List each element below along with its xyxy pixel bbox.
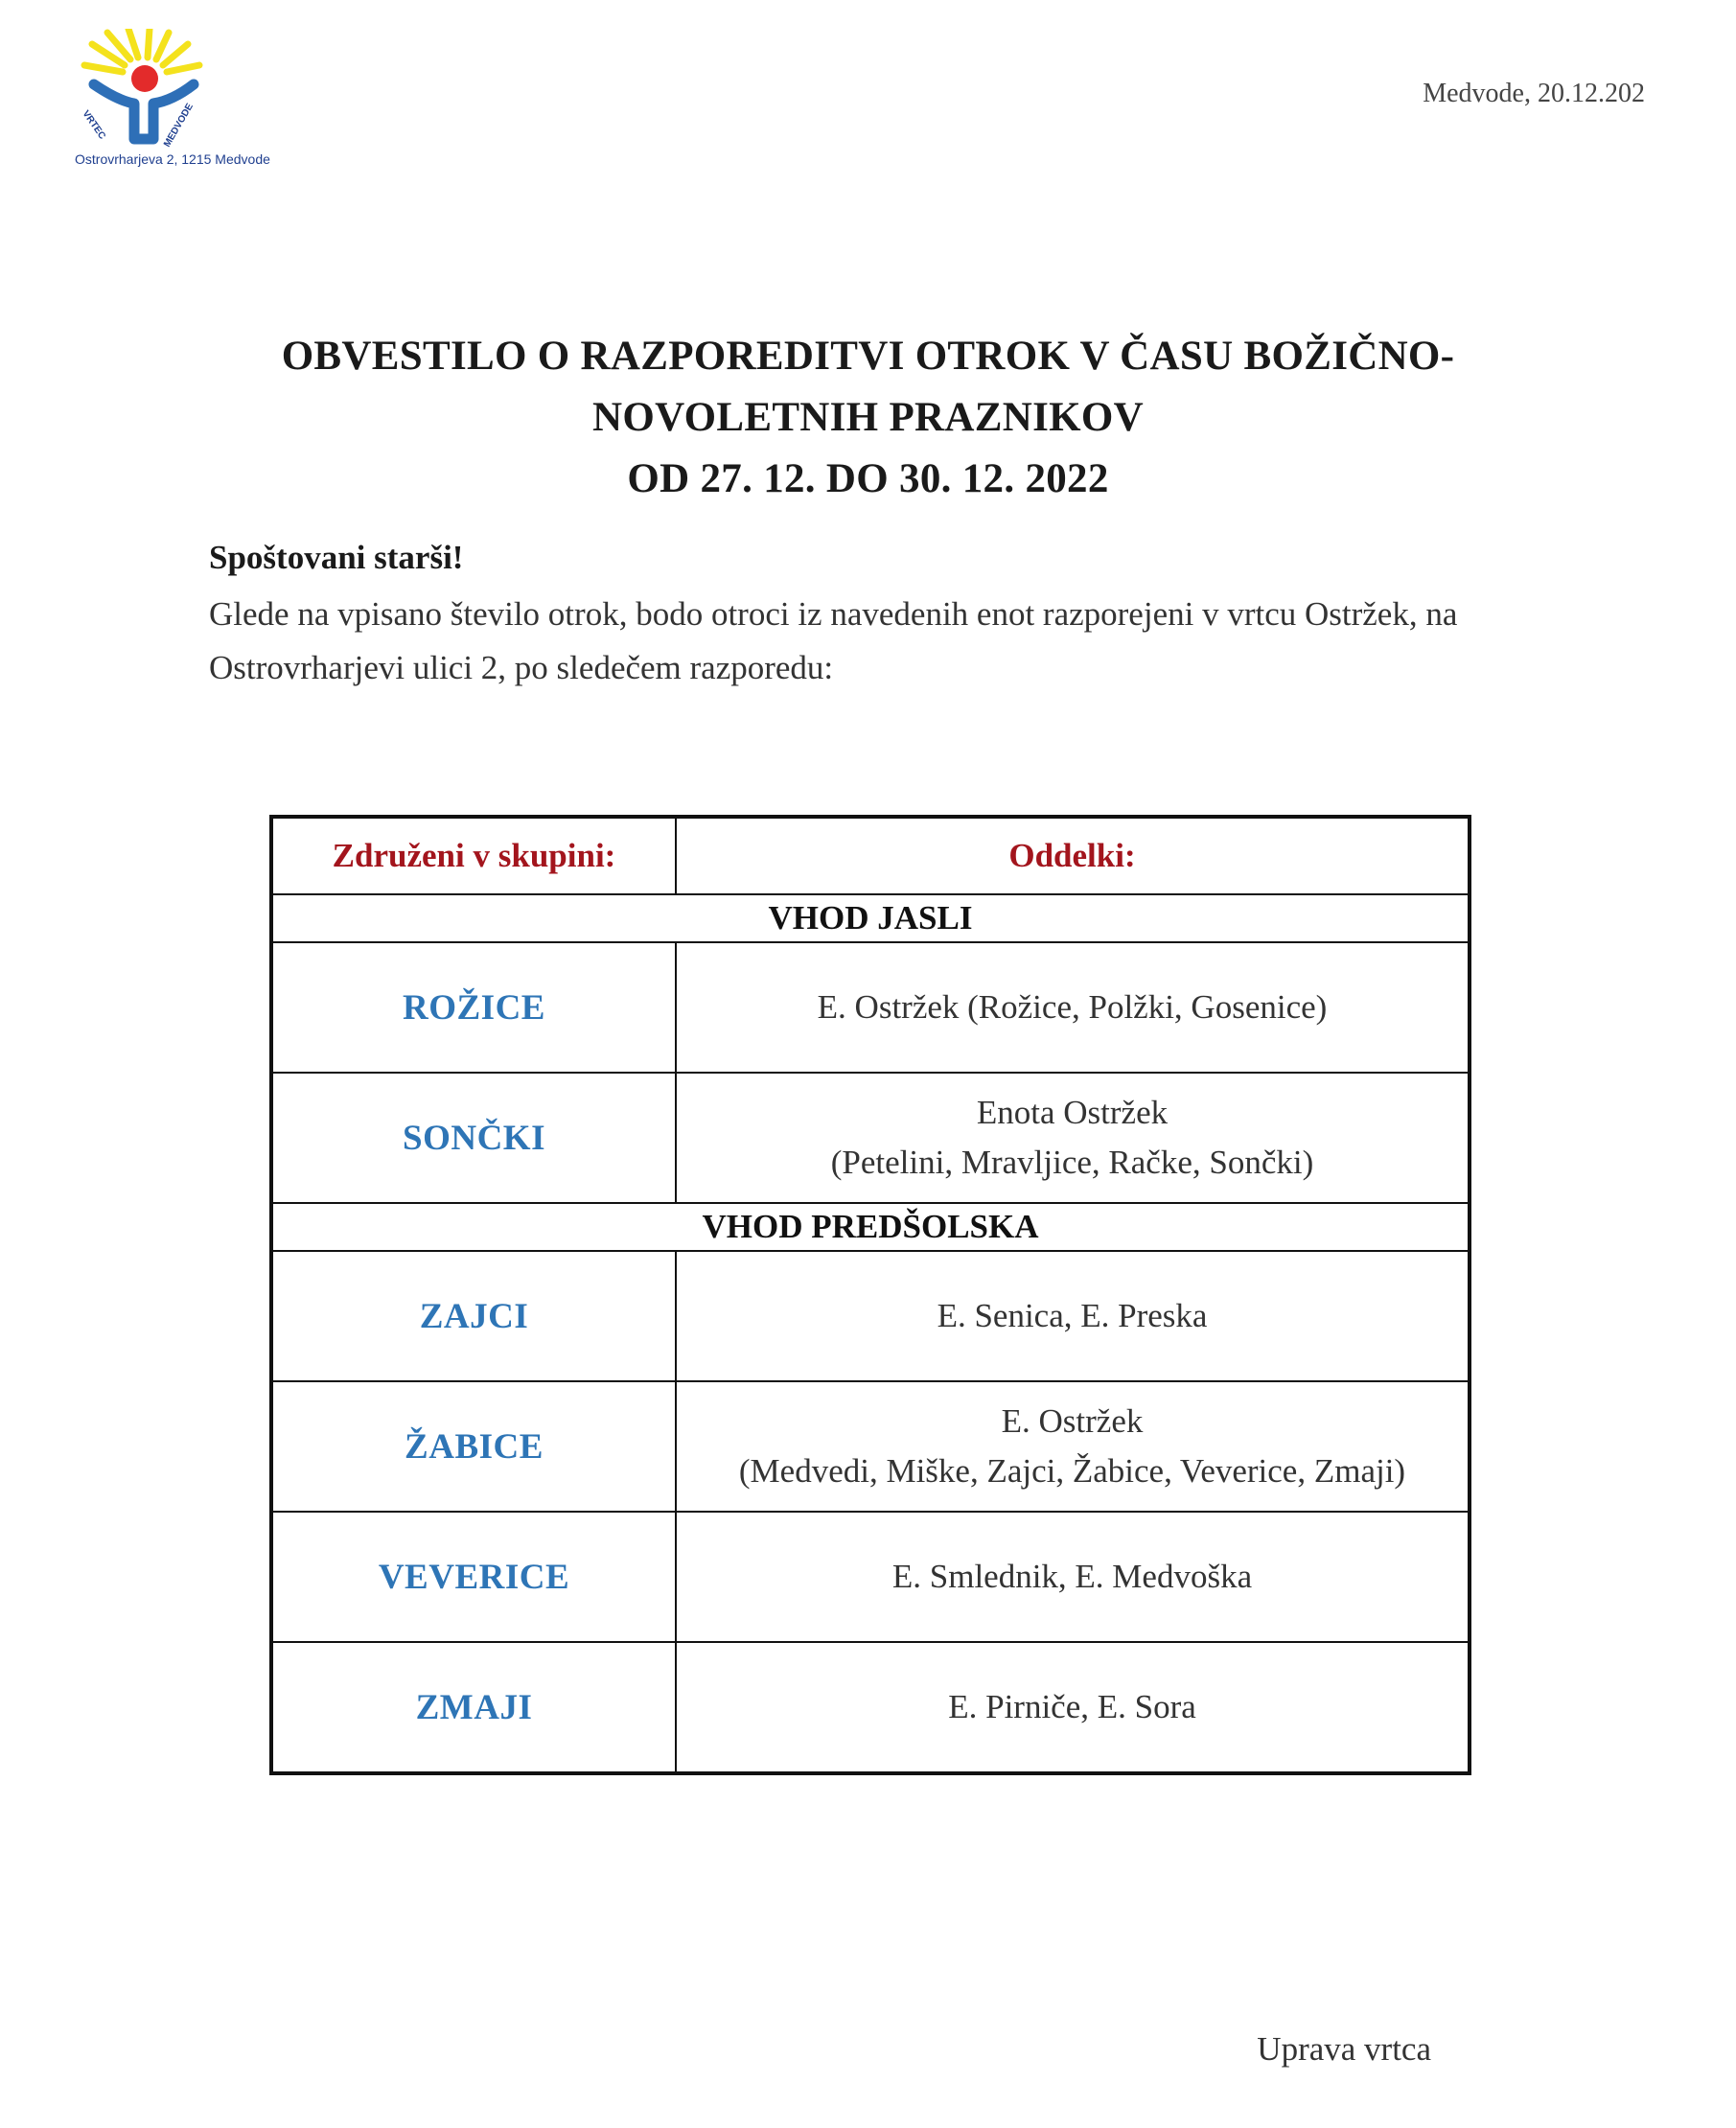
svg-text:VRTEC: VRTEC [80, 108, 108, 142]
greeting: Spoštovani starši! [209, 539, 464, 576]
title-line-2: NOVOLETNIH PRAZNIKOV [592, 395, 1144, 440]
table-row [271, 942, 1470, 1073]
group-name: ROŽICE [271, 942, 676, 1073]
svg-text:MEDVODE: MEDVODE [162, 102, 196, 150]
table-row [271, 1512, 1470, 1642]
group-name: ZMAJI [271, 1642, 676, 1773]
section-label: VHOD PREDŠOLSKA [271, 1203, 1470, 1251]
group-name: VEVERICE [271, 1512, 676, 1642]
signature: Uprava vrtca [1257, 2030, 1431, 2068]
units-line: (Medvedi, Miške, Zajci, Žabice, Veverice, Zmaji) [738, 1452, 1406, 1490]
units-line: E. Pirniče, E. Sora [948, 1688, 1196, 1725]
units-line: (Petelini, Mravljice, Račke, Sončki) [830, 1144, 1314, 1181]
schedule-table [269, 815, 1471, 1775]
table-row [271, 1642, 1470, 1773]
header-group: Združeni v skupini: [271, 817, 676, 894]
document-title [0, 326, 1736, 510]
units-cell [676, 1073, 1470, 1203]
group-name: ŽABICE [271, 1381, 676, 1512]
units-line: E. Ostržek (Rožice, Polžki, Gosenice) [817, 988, 1328, 1026]
kindergarten-logo [75, 29, 286, 173]
units-line: E. Smlednik, E. Medvoška [891, 1558, 1253, 1595]
section-row-predsolska [271, 1203, 1470, 1251]
table-header-row [271, 817, 1470, 894]
table-row [271, 1381, 1470, 1512]
sun-figure-icon [75, 29, 219, 153]
title-line-1: OBVESTILO O RAZPOREDITVI OTROK V ČASU BOŽIČNO- [281, 334, 1455, 379]
units-cell [676, 1642, 1470, 1773]
units-line: E. Ostržek [1001, 1402, 1144, 1440]
units-cell [676, 1381, 1470, 1512]
group-name: ZAJCI [271, 1251, 676, 1381]
units-cell [676, 942, 1470, 1073]
units-cell [676, 1251, 1470, 1381]
logo-address: Ostrovrharjeva 2, 1215 Medvode [75, 151, 270, 167]
units-cell [676, 1512, 1470, 1642]
table-row [271, 1073, 1470, 1203]
group-name: SONČKI [271, 1073, 676, 1203]
section-label: VHOD JASLI [271, 894, 1470, 942]
header-units: Oddelki: [676, 817, 1470, 894]
section-row-jasli [271, 894, 1470, 942]
title-line-3: OD 27. 12. DO 30. 12. 2022 [627, 456, 1109, 501]
table-row [271, 1251, 1470, 1381]
units-line: Enota Ostržek [976, 1094, 1169, 1131]
units-line: E. Senica, E. Preska [937, 1297, 1208, 1334]
intro-paragraph: Glede na vpisano število otrok, bodo otroci iz navedenih enot razporejeni v vrtcu Ostržek, na Ostrovrharjevi ulici 2, po sledečem razporedu: [209, 595, 1458, 686]
document-date: Medvode, 20.12.202 [1423, 79, 1645, 108]
